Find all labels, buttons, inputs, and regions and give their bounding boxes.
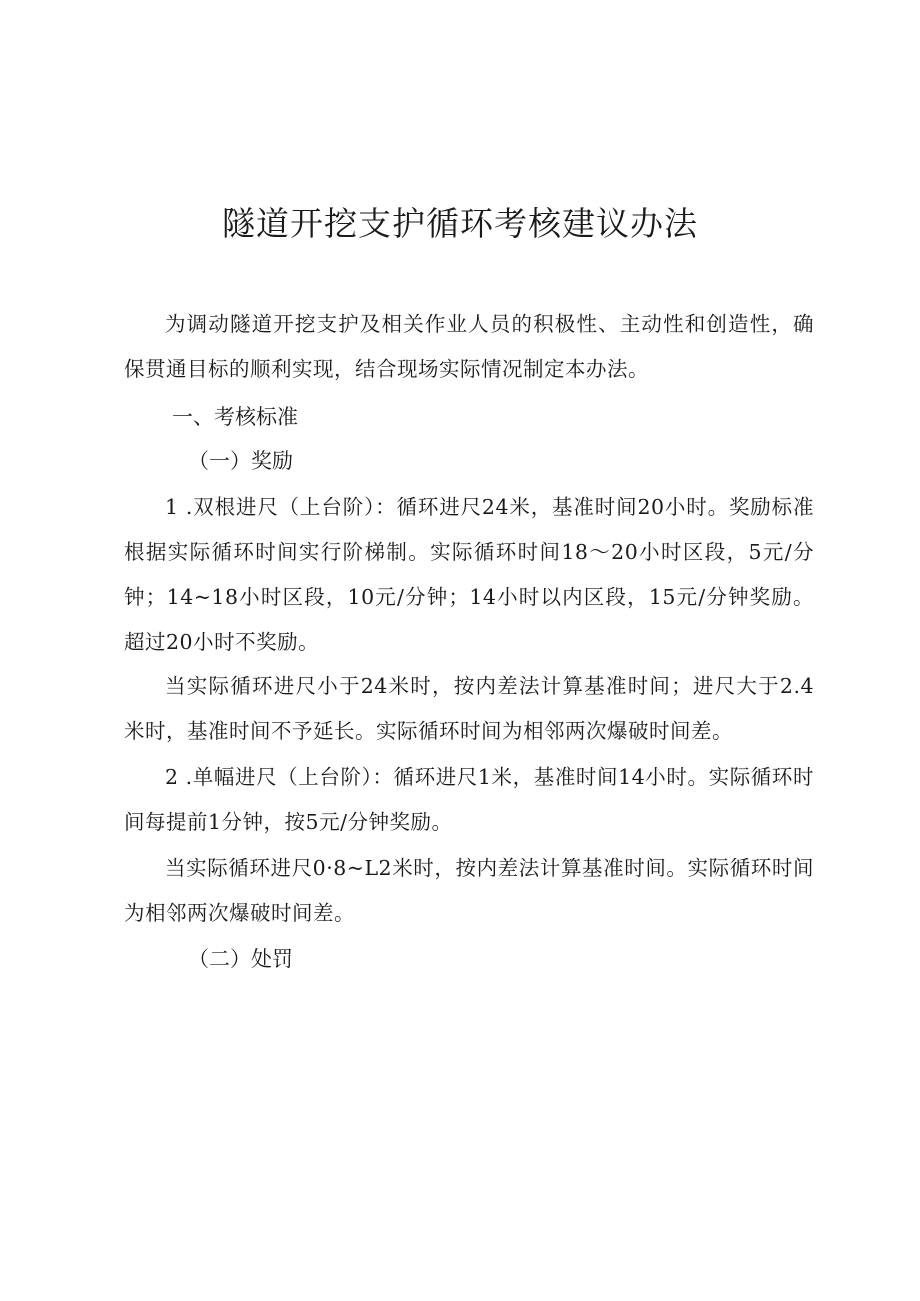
- reward-item-1: 1 .双根进尺（上台阶）：循环进尺24米，基准时间20小时。奖励标准根据实际循环时间实行阶梯制。实际循环时间18～20小时区段，5元/分钟；14~18小时区段，10元/分钟；14小时以内区段，15元/分钟奖励。超过20小时不奖励。: [124, 495, 814, 654]
- subsection-heading-reward: （一）奖励: [188, 449, 293, 473]
- section-heading-assessment-standard: 一、考核标准: [172, 405, 298, 429]
- intro-paragraph: 为调动隧道开挖支护及相关作业人员的积极性、主动性和创造性，确保贯通目标的顺利实现，结合现场实际情况制定本办法。: [124, 312, 814, 381]
- document-title: 隧道开挖支护循环考核建议办法: [222, 204, 698, 243]
- subsection-heading-penalty: （二）处罚: [188, 947, 293, 971]
- reward-item-1-note: 当实际循环进尺小于24米时，按内差法计算基准时间；进尺大于2.4米时，基准时间不予延长。实际循环时间为相邻两次爆破时间差。: [124, 674, 814, 743]
- reward-item-2: 2 .单幅进尺（上台阶）：循环进尺1米，基准时间14小时。实际循环时间每提前1分钟，按5元/分钟奖励。: [124, 765, 814, 834]
- reward-item-2-note: 当实际循环进尺0·8~L2米时，按内差法计算基准时间。实际循环时间为相邻两次爆破时间差。: [124, 856, 814, 925]
